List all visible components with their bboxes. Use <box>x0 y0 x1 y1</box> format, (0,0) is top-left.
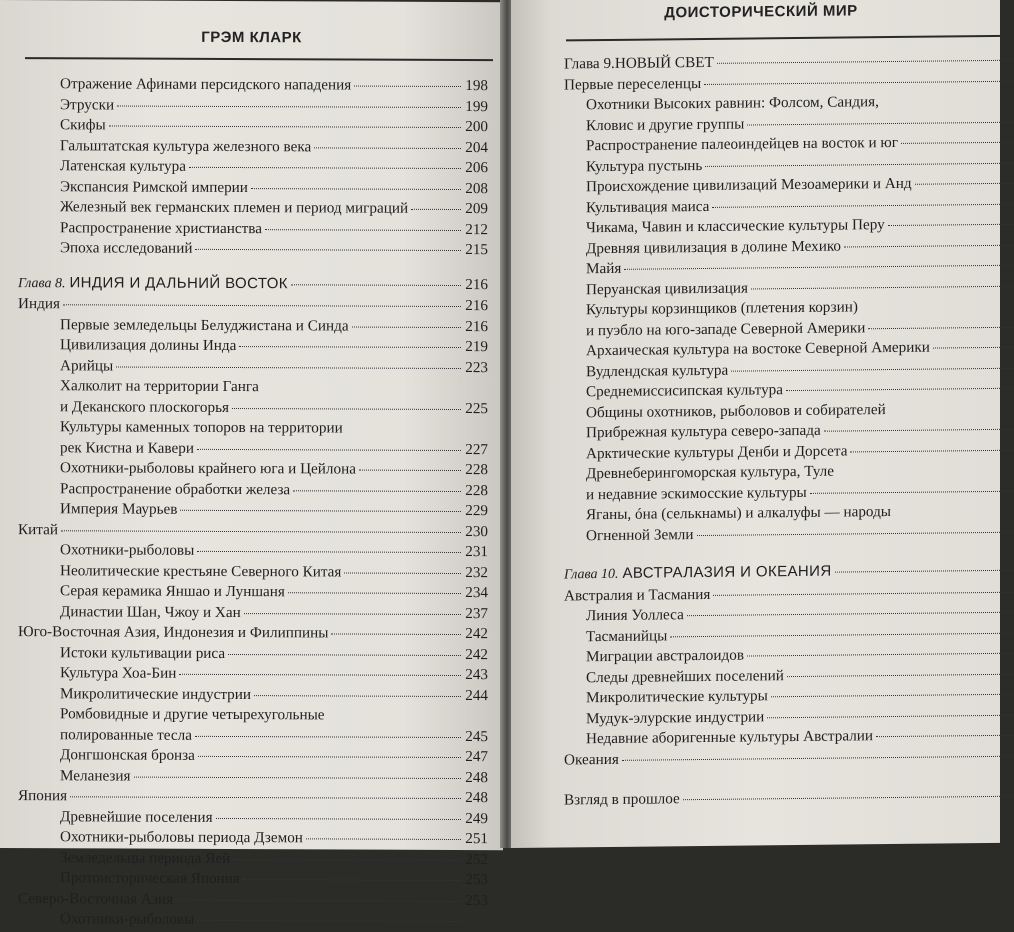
toc-entry: Архаическая культура на востоке Северной Америки <box>564 337 1014 362</box>
toc-entry: рек Кистна и Кавери 227 <box>60 438 488 458</box>
toc-entry: Культивация маиса <box>564 193 1014 218</box>
toc-entry: Линия Уоллеса <box>564 602 1014 627</box>
toc-entry: и пуэбло на юго-западе Северной Америки <box>564 316 1014 341</box>
toc-entry: Распространение христианства 212 <box>60 218 488 238</box>
toc-entry: Ромбовидные и другие четырехугольные <box>60 705 325 724</box>
chapter-heading: Глава 10. АВСТРАЛАЗИЯ И ОКЕАНИЯ <box>564 560 1014 586</box>
toc-entry: и Деканского плоскогорья 225 <box>60 397 488 417</box>
toc-entry: и недавние эскимосские культуры <box>564 480 1014 505</box>
toc-section: Япония 248 <box>18 787 488 807</box>
toc-entry: Перуанская цивилизация <box>564 275 1014 300</box>
toc-entry: Древнейшие поселения 249 <box>60 807 488 827</box>
toc-entry: Империя Маурьев 229 <box>60 500 488 520</box>
toc-entry: Тасманийцы <box>564 622 1014 647</box>
toc-entry: Серая керамика Яншао и Луншаня 234 <box>60 582 488 602</box>
toc-section: Индия 216 <box>18 295 488 315</box>
chapter-heading: Глава 9.НОВЫЙ СВЕТ <box>564 50 1014 75</box>
toc-entry: Среднемиссисипская культура <box>564 378 1014 403</box>
toc-entry: Истоки культивации риса 242 <box>60 643 488 663</box>
toc-entry: Происхождение цивилизаций Мезоамерики и Анд <box>564 173 1014 198</box>
toc-entry: Распространение палеоиндейцев на восток и юг <box>564 132 1014 157</box>
running-head-right: ДОИСТОРИЧЕСКИЙ МИР <box>664 2 858 22</box>
toc-entry: Древнеберингоморская культура, Туле <box>586 462 834 483</box>
header-rule-right <box>566 35 1006 42</box>
toc-entry: Мудук-элурские индустрии <box>564 704 1014 729</box>
toc-entry: Чикама, Чавин и классические культуры Перу <box>564 214 1014 239</box>
toc-left <box>18 74 488 932</box>
toc-entry: Арийцы 223 <box>60 356 488 376</box>
toc-entry: Охотники-рыболовы <box>18 909 488 932</box>
toc-section: Юго-Восточная Азия, Индонезия и Филиппины 242 <box>18 623 488 643</box>
toc-entry: Древняя цивилизация в долине Мехико <box>564 234 1014 259</box>
toc-entry: Яганы, óна (селькнамы) и алкалуфы — народы <box>586 503 892 524</box>
toc-entry: Огненной Земли <box>564 521 1014 546</box>
toc-entry: Отражение Афинами персидского нападения 198 <box>60 75 488 95</box>
toc-entry: Протоисторическая Япония 253 <box>60 869 488 889</box>
toc-right <box>564 50 1014 811</box>
toc-entry: Микролитические культуры <box>564 684 1014 709</box>
toc-entry: Неолитические крестьяне Северного Китая 232 <box>60 561 488 581</box>
toc-entry: Донгшонская бронза 247 <box>60 746 488 766</box>
toc-section: Северо-Восточная Азия 253 <box>18 889 488 909</box>
toc-entry: Гальштатская культура железного века 204 <box>60 136 488 156</box>
toc-entry: Этруски 199 <box>60 95 488 115</box>
toc-entry: Династии Шан, Чжоу и Хан 237 <box>60 602 488 622</box>
toc-section: Океания <box>564 745 1014 770</box>
toc-entry: Охотники-рыболовы 231 <box>60 541 488 561</box>
toc-section: Взгляд в прошлое <box>564 786 1014 811</box>
toc-entry: Арктические культуры Денби и Дорсета <box>564 439 1014 464</box>
toc-entry: Культура Хоа-Бин 243 <box>60 664 488 684</box>
toc-entry: Халколит на территории Ганга <box>60 377 259 396</box>
toc-entry: Латенская культура 206 <box>60 157 488 177</box>
running-head-left: ГРЭМ КЛАРК <box>201 28 302 47</box>
toc-entry: Меланезия 248 <box>60 766 488 786</box>
toc-entry: Прибрежная культура северо-запада <box>564 419 1014 444</box>
toc-entry: Вудлендская культура <box>564 357 1014 382</box>
toc-entry: Охотники Высоких равнин: Фолсом, Сандия, <box>586 93 879 114</box>
toc-section: Китай 230 <box>18 520 488 540</box>
header-rule-left <box>25 57 493 61</box>
toc-section: Австралия и Тасмания <box>564 581 1014 606</box>
toc-entry: Скифы 200 <box>60 116 488 136</box>
toc-entry: Микролитические индустрии 244 <box>60 684 488 704</box>
toc-entry: Следы древнейших поселений <box>564 663 1014 688</box>
right-page <box>511 0 1000 848</box>
toc-entry: Общины охотников, рыболовов и собирателей <box>586 400 886 421</box>
toc-entry: Недавние аборигенные культуры Австралии <box>564 725 1014 750</box>
toc-entry: Цивилизация долины Инда 219 <box>60 336 488 356</box>
toc-entry: Культуры корзинщиков (плетения корзин) <box>586 298 858 319</box>
left-page <box>0 0 503 928</box>
toc-entry: Экспансия Римской империи 208 <box>60 177 488 197</box>
toc-entry: Майя <box>564 255 1014 280</box>
toc-entry: Культура пустынь <box>564 152 1014 177</box>
toc-entry: полированные тесла 245 <box>60 725 488 745</box>
toc-entry: Эпоха исследований 215 <box>60 239 488 259</box>
toc-entry: Первые земледельцы Белуджистана и Синда 216 <box>60 315 488 335</box>
toc-entry: Охотники-рыболовы крайнего юга и Цейлона 228 <box>60 459 488 479</box>
toc-entry: Культуры каменных топоров на территории <box>60 418 343 437</box>
toc-section: Первые переселенцы <box>564 70 1014 95</box>
toc-entry: Миграции австралоидов <box>564 643 1014 668</box>
toc-entry: Кловис и другие группы <box>564 111 1014 136</box>
toc-entry: Железный век германских племен и период миграций 209 <box>60 198 488 218</box>
chapter-heading: Глава 8. ИНДИЯ И ДАЛЬНИЙ ВОСТОК 216 <box>18 273 488 293</box>
toc-entry: Распространение обработки железа 228 <box>60 479 488 499</box>
toc-entry: Охотники-рыболовы периода Дземон 251 <box>60 828 488 848</box>
toc-entry: Земледельцы периода Яей 252 <box>60 848 488 868</box>
